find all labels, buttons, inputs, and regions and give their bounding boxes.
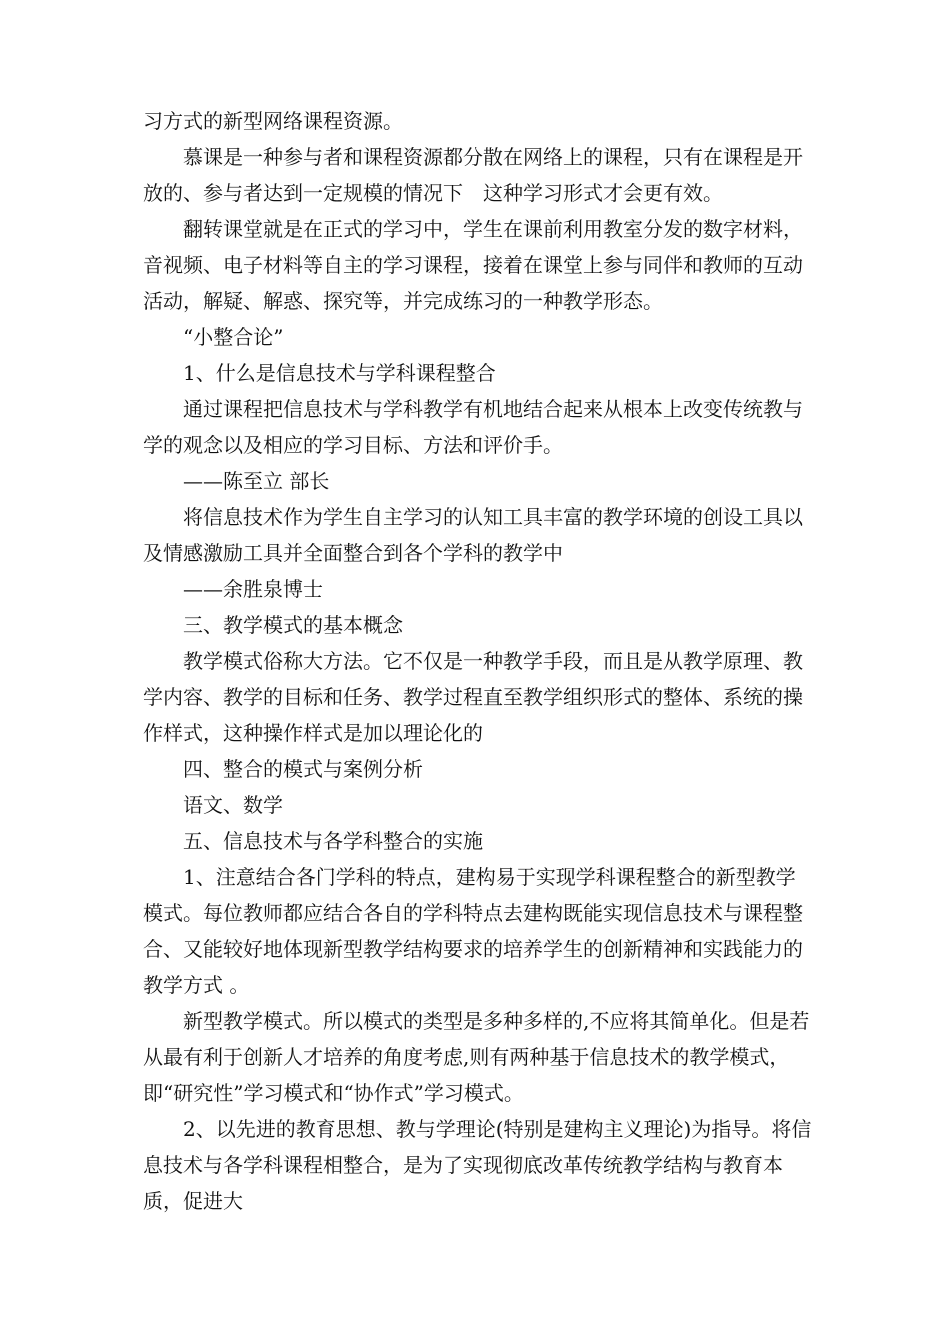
- paragraph-3: 翻转课堂就是在正式的学习中，学生在课前利用教室分发的数字材料，音视频、电子材料等自主的学习课程，接着在课堂上参与同伴和教师的互动活动，解疑、解惑、探究等，并完成练习的一种教学形态。: [143, 217, 803, 313]
- paragraph-13: 语文、数学: [183, 793, 283, 817]
- paragraph-15: 1、注意结合各门学科的特点，建构易于实现学科课程整合的新型教学模式。每位教师都应结合各自的学科特点去建构既能实现信息技术与课程整合、又能较好地体现新型教学结构要求的培养学生的创新精神和实践能力的教学方式 。: [143, 865, 803, 997]
- paragraph-12: 四、整合的模式与案例分析: [183, 757, 423, 781]
- paragraph-5: 1、什么是信息技术与学科课程整合: [183, 361, 496, 385]
- paragraph-17: 2、以先进的教育思想、教与学理论(特别是建构主义理论)为指导。将信息技术与各学科课程相整合，是为了实现彻底改革传统教学结构与教育本质，促进大: [143, 1117, 812, 1213]
- paragraph-6: 通过课程把信息技术与学科教学有机地结合起来从根本上改变传统教与学的观念以及相应的学习目标、方法和评价手。: [143, 397, 803, 457]
- paragraph-2: 慕课是一种参与者和课程资源都分散在网络上的课程，只有在课程是开放的、参与者达到一定规模的情况下 这种学习形式才会更有效。: [143, 145, 803, 205]
- paragraph-1: 习方式的新型网络课程资源。: [143, 109, 403, 133]
- paragraph-9: ——余胜泉博士: [183, 577, 323, 601]
- paragraph-16: 新型教学模式。所以模式的类型是多种多样的,不应将其简单化。但是若从最有利于创新人才培养的角度考虑,则有两种基于信息技术的教学模式，即“研究性”学习模式和“协作式”学习模式。: [143, 1009, 810, 1105]
- paragraph-7: ——陈至立 部长: [183, 469, 330, 493]
- paragraph-8: 将信息技术作为学生自主学习的认知工具丰富的教学环境的创设工具以及情感激励工具并全面整合到各个学科的教学中: [143, 505, 803, 565]
- paragraph-14: 五、信息技术与各学科整合的实施: [183, 829, 483, 853]
- paragraph-10: 三、教学模式的基本概念: [183, 613, 403, 637]
- document-body: [143, 103, 815, 1219]
- paragraph-11: 教学模式俗称大方法。它不仅是一种教学手段，而且是从教学原理、教学内容、教学的目标和任务、教学过程直至教学组织形式的整体、系统的操作样式，这种操作样式是加以理论化的: [143, 649, 803, 745]
- paragraph-4: “小整合论”: [183, 325, 284, 349]
